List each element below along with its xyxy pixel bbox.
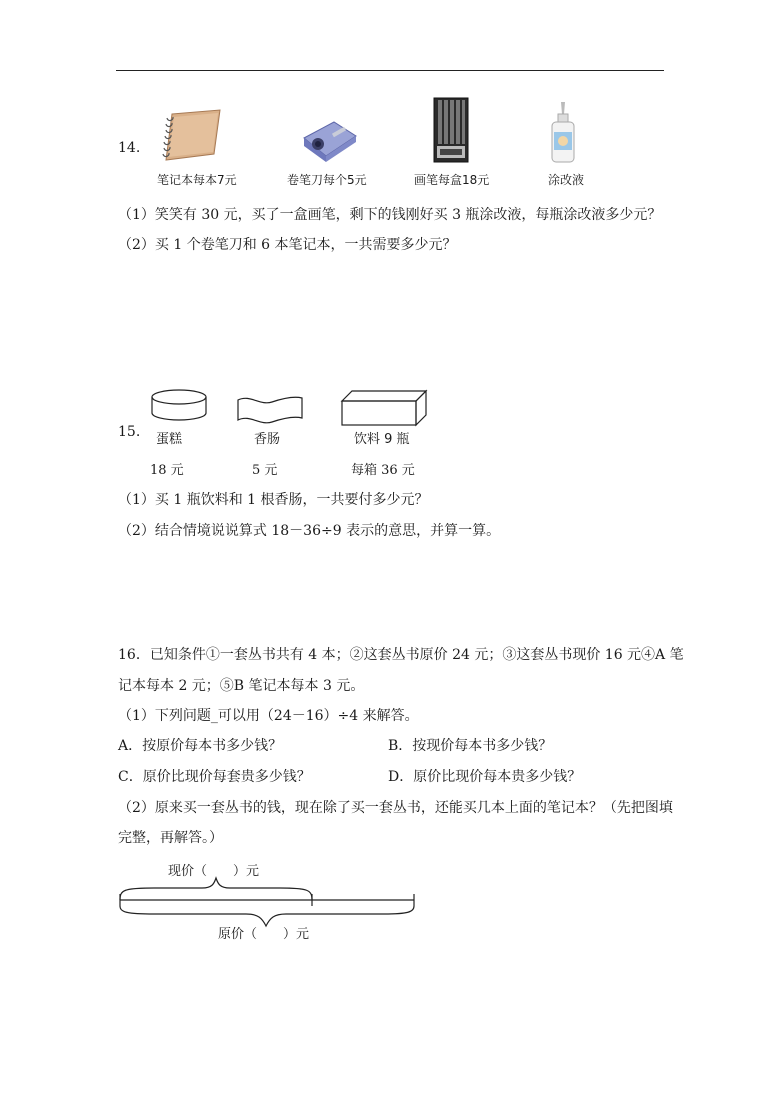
q14-number: 14.	[118, 140, 141, 156]
q16-sub2-line1: （2）原来买一套丛书的钱，现在除了买一套丛书，还能买几本上面的笔记本？（先把图填	[118, 800, 673, 816]
sausage-name: 香肠	[254, 432, 281, 447]
q16-sub1: （1）下列问题_可以用（24－16）÷4 来解答。	[118, 708, 419, 724]
q16-option-d: D．原价比现价每本贵多少钱？	[388, 769, 582, 785]
q16-option-b: B．按现价每本书多少钱？	[388, 738, 553, 754]
pen-box-icon	[433, 96, 469, 164]
sausage-price: 5 元	[252, 463, 278, 478]
q16-line1: 16．已知条件①一套丛书共有 4 本；②这套丛书原价 24 元；③这套丛书现价 16 元④A 笔	[118, 647, 684, 663]
q16-option-c: C．原价比现价每套贵多少钱？	[118, 769, 311, 785]
sausage-icon	[236, 394, 304, 426]
q15-sub2: （2）结合情境说说算式 18－36÷9 表示的意思，并算一算。	[118, 523, 501, 539]
q15-sub1: （1）买 1 瓶饮料和 1 根香肠，一共要付多少元？	[118, 492, 429, 508]
pen-box-caption: 画笔每盒18元	[414, 173, 490, 187]
diagram-top-label: 现价（ ）元	[168, 864, 260, 879]
q16-line2: 记本每本 2 元；⑤B 笔记本每本 3 元。	[118, 678, 365, 694]
sharpener-caption: 卷笔刀每个5元	[287, 173, 367, 187]
drink-name: 饮料 9 瓶	[354, 432, 410, 447]
drink-box-icon	[338, 389, 428, 427]
correction-fluid-caption: 涂改液	[548, 173, 585, 187]
notebook-caption: 笔记本每本7元	[157, 173, 237, 187]
q14-sub1: （1）笑笑有 30 元，买了一盒画笔，剩下的钱刚好买 3 瓶涂改液，每瓶涂改液多少元？	[118, 207, 662, 223]
q14-sub2: （2）买 1 个卷笔刀和 6 本笔记本，一共需要多少元？	[118, 237, 457, 253]
cake-icon	[150, 388, 208, 424]
cake-name: 蛋糕	[156, 432, 183, 447]
q16-sub2-line2: 完整，再解答。）	[118, 830, 223, 846]
correction-fluid-icon	[548, 100, 578, 164]
header-rule	[116, 70, 664, 71]
cake-price: 18 元	[150, 463, 184, 478]
q16-option-a: A．按原价每本书多少钱？	[118, 738, 283, 754]
q15-number: 15.	[118, 424, 141, 440]
drink-price: 每箱 36 元	[351, 463, 415, 478]
diagram-bottom-label: 原价（ ）元	[218, 927, 310, 942]
notebook-icon	[158, 108, 226, 164]
sharpener-icon	[298, 116, 360, 164]
